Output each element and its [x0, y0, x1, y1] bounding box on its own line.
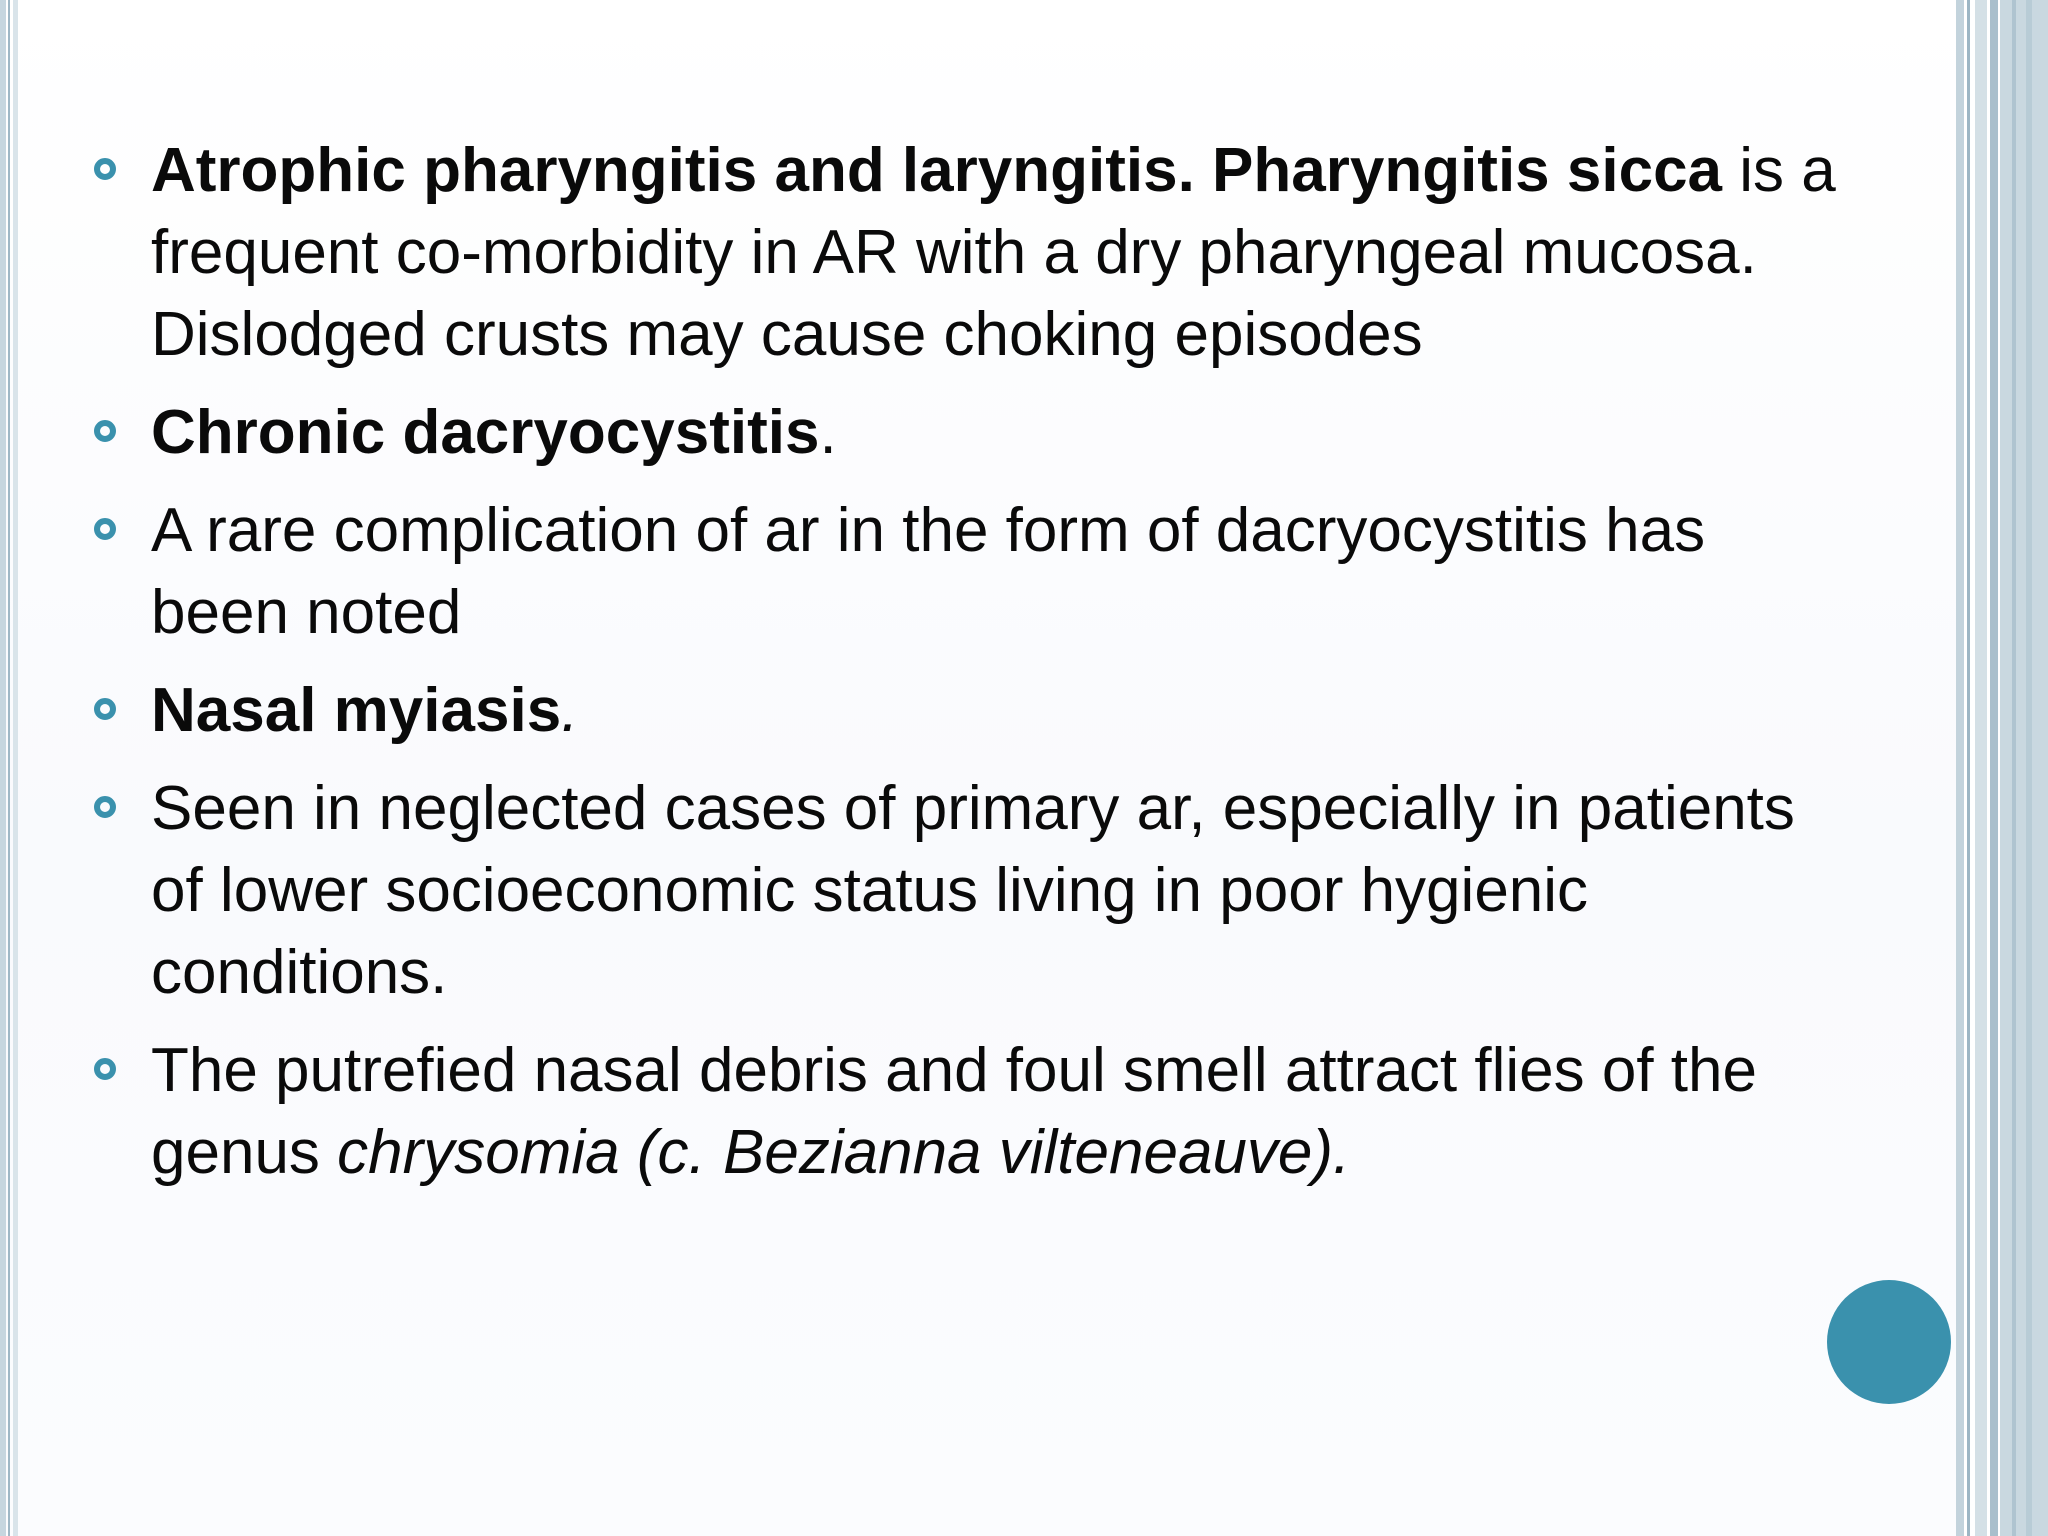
bullet-ring-icon	[94, 420, 116, 442]
bullet-bold-text: Nasal myiasis	[151, 676, 562, 745]
right-border-stripe	[2012, 0, 2016, 1536]
right-border-stripe	[1975, 0, 1987, 1536]
bullet-text: is a frequent co-morbidity in AR with a dry pharyngeal mucosa. Dislodged crusts may cause choking episodes	[151, 136, 1836, 369]
bullet-nasal-myiasis	[92, 670, 1852, 752]
bullet-text: A rare complication of ar in the form of dacryocystitis has been noted	[151, 496, 1706, 647]
bullet-italic-text: chrysomia (c. Bezianna vilteneauve).	[337, 1118, 1351, 1187]
left-border-line	[13, 0, 18, 1536]
right-border-stripe	[1967, 0, 1970, 1536]
bullet-list	[92, 130, 1852, 1210]
right-border-stripe	[2026, 0, 2032, 1536]
bullet-ring-icon	[94, 698, 116, 720]
bullet-ring-icon	[94, 796, 116, 818]
bullet-text: .	[819, 398, 837, 467]
bullet-chronic-dacryocystitis	[92, 392, 1852, 474]
bullet-text: The putrefied nasal debris and foul smell attract flies of the genus	[151, 1036, 1757, 1187]
right-border-stripe	[1956, 0, 1964, 1536]
bullet-neglected-cases	[92, 768, 1852, 1014]
bullet-bold-text: Chronic dacryocystitis	[151, 398, 820, 467]
bullet-ring-icon	[94, 158, 116, 180]
bullet-rare-complication	[92, 490, 1852, 654]
bullet-ring-icon	[94, 1058, 116, 1080]
bullet-text: .	[561, 676, 579, 745]
left-border-line	[0, 0, 6, 1536]
left-border-line	[8, 0, 10, 1536]
right-border-stripe	[1990, 0, 1998, 1536]
bullet-text: Seen in neglected cases of primary ar, especially in patients of lower socioeconomic status living in poor hygienic conditions.	[151, 774, 1795, 1007]
bullet-putrefied-debris	[92, 1030, 1852, 1194]
bullet-atrophic-pharyngitis	[92, 130, 1852, 376]
bullet-ring-icon	[94, 518, 116, 540]
bullet-bold-text: Atrophic pharyngitis and laryngitis. Pharyngitis sicca	[151, 136, 1723, 205]
right-border-stripe	[2000, 0, 2048, 1536]
accent-circle	[1827, 1280, 1951, 1404]
